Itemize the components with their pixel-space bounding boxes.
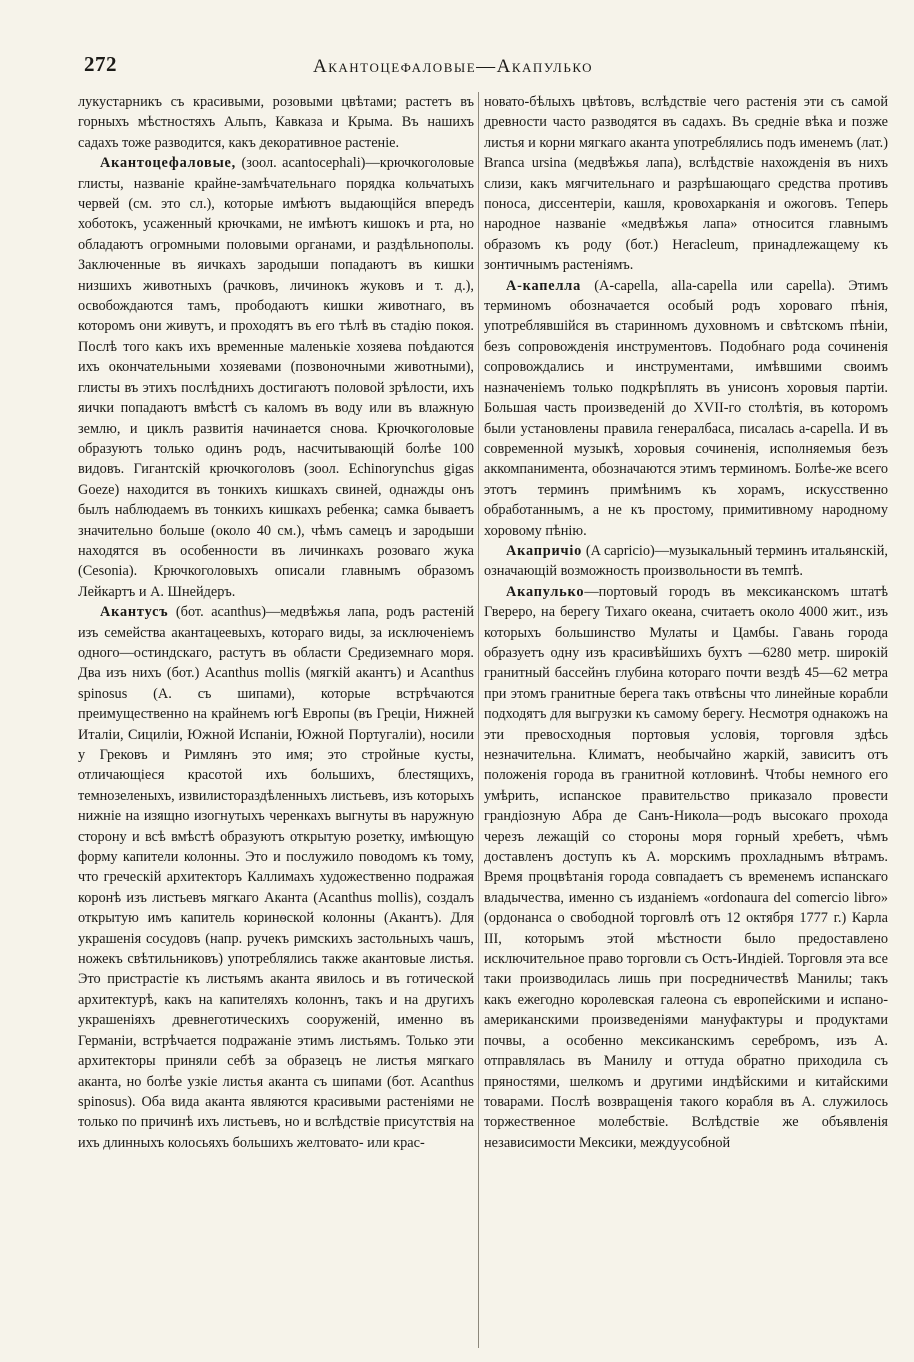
left-entry-1 [78, 153, 474, 602]
headword: Акантусъ [100, 604, 169, 621]
left-column [78, 92, 474, 1153]
right-entry-2 [484, 541, 888, 582]
paragraph-text: лукустарникъ съ красивыми, розовыми цвѣтами; растетъ въ горныхъ мѣстностяхъ Альпъ, Кавказа и Крыма. Въ нашихъ садахъ тоже разводится, какъ декоративное растеніе. [78, 94, 474, 151]
column-divider [478, 92, 479, 1348]
entry-text: (A-capella, alla-capella или capella). Этимъ терминомъ обозначается особый родъ хороваго пѣнія, употреблявшійся въ старинномъ духовномъ и свѣтскомъ пѣніи, безъ сопровожденія инструментовъ. Подобнаго рода сочиненія сопровождались и инструментами, имѣвшими своимъ назначеніемъ только подкрѣплять въ унисонъ хоровыя партіи. Большая часть произведеній до XVII-го столѣтія, въ которомъ были установлены правила генералбаса, писалась а-capella. И въ современной музыкѣ, хоровыя сочиненія, исполняемыя безъ аккомпанимента, обозначаются этимъ терминомъ. Болѣе-же всего этотъ терминъ примѣнимъ къ хорамъ, искусственно обработаннымъ, а не къ простому, примитивному народному хоровому пѣнію. [484, 277, 888, 539]
right-paragraph-0 [484, 92, 888, 276]
entry-text: (бот. acanthus)—медвѣжья лапа, родъ растеній изъ семейства акантацеевыхъ, котораго виды, за исключеніемъ одного—остиндскаго, растутъ въ области Средиземнаго моря. Два изъ нихъ (бот.) Acanthus mollis (мягкій акантъ) и Acanthus spinosus (А. съ шипами), которые встрѣчаются преимущественно на крайнемъ югѣ Европы (въ Греціи, Нижней Италіи, Сициліи, Южной Испаніи, Южной Португаліи), носили у Грековъ и Римлянъ это имя; это стройные кусты, отличающіеся красотой ихъ большихъ, блестящихъ, темнозеленыхъ, извилистораздѣленныхъ листьевъ, изъ которыхъ нижніе на изящно изогнутыхъ черенкахъ выгнуты въ наружную сторону и всѣ вмѣстѣ образуютъ открытую розетку, имѣющую форму капители колонны. Это и послужило поводомъ къ тому, что греческій архитекторъ Каллимахъ художественно подражая коронѣ изъ листьевъ мягкаго Аканта (Acanthus mollis), создалъ открытую имъ капитель коринѳской колонны (Акантъ). Для украшенія сосудовъ (напр. ручекъ римскихъ застольныхъ чашъ, ножекъ свѣтильниковъ) употреблялись также акантовые листья. Это пристрастіе къ листьямъ аканта явилось и въ готической архитектурѣ, какъ на капителяхъ колоннъ, такъ и на другихъ украшеніяхъ древнеготическихъ сооруженій, именно въ Германіи, встрѣчается подражаніе этимъ листьямъ. Только эти архитекторы приняли себѣ за образецъ не листья мягкаго аканта, но болѣе узкіе листья аканта съ шипами (бот. Acanthus spinosus). Оба вида аканта являются красивыми растеніями не только по причинѣ ихъ листьевъ, но и вслѣдствіе присутствія на ихъ длинныхъ колосьяхъ большихъ желтовато- или крас- [78, 604, 474, 1151]
headword: А-капелла [506, 277, 582, 294]
page-number: 272 [84, 52, 117, 76]
right-entry-1 [484, 276, 888, 541]
entry-text: —портовый городъ въ мексиканскомъ штатѣ Гвереро, на берегу Тихаго океана, считаетъ около 4000 жит., изъ которыхъ большинство Мулаты и Цамбы. Гавань города образуетъ одну изъ красивѣйшихъ бухтъ —6280 метр. широкій гранитный бассейнъ глубина котораго почти вездѣ 45—62 метра при этомъ гранитные берега такъ отвѣсны что линейные корабли подходятъ для выгрузки къ самому берегу. Несмотря однакожъ на эти превосходныя портовыя условія, торговля здѣсь незначительна. Климатъ, необычайно жаркій, зависитъ отъ положенія города въ гранитной котловинѣ. Чтобы немного его умѣрить, испанское правительство приказало провести грандіозную Абра де Санъ-Никола—родъ высокаго прохода черезъ лежащій со стороны моря горный хребетъ, чѣмъ доставленъ доступъ къ А. морскимъ прохладнымъ вѣтрамъ. Время процвѣтанія города совпадаетъ съ временемъ испанскаго владычества, именно съ изданіемъ «ordonaura del comercio libro» (ордонанса о свободной торговлѣ отъ 12 октября 1777 г.) Карла III, которымъ этой мѣстности было предоставлено исключительное право торговли съ Остъ-Индіей. Торговля эта все таки производилась лишь при посредничествѣ Манилы; такъ какъ ежегодно королевская галеона съ европейскими и испано-американскими произведеніями мануфактуры и продуктами почвы, а особенно мексиканскимъ серебромъ, изъ А. отправлялась въ Манилу и оттуда обратно приходила съ пряностями, шелкомъ и другими индѣйскими и китайскими товарами. Послѣ возвращенія такого корабля въ А. служилось торжественное молебствіе. Вслѣдствіе же объявленія независимости Мексики, междуусобной [484, 583, 888, 1151]
entry-text: (A capricio)—музыкальный терминъ итальянскій, означающій возможность произвольности въ темпѣ. [484, 542, 888, 580]
left-paragraph-0 [78, 92, 474, 153]
running-head: Акантоцефаловые—Акапулько [313, 56, 594, 77]
headword: Акапулько [506, 583, 585, 600]
headword: Акапричіо [506, 542, 583, 559]
entry-text: (зоол. acantocephali)—крючкоголовые глисты, названіе крайне-замѣчательнаго порядка кольчатыхъ червей (см. это сл.), которые имѣютъ выдающійся впередъ хоботокъ, усаженный крючками, не имѣютъ кишокъ и рта, но обладаютъ огромными половыми органами, и раздѣльнополы. Заключенные въ яичкахъ зародыши попадаютъ въ кишки низшихъ животныхъ (рачковъ, личинокъ жуковъ и т. д.), освобождаются тамъ, прободаютъ кишки животнаго, въ которомъ они живутъ, и проходятъ въ его тѣлѣ въ стадію покоя. Послѣ того какъ ихъ временные маленькіе хозяева поѣдаются ихъ окончательными хозяевами (позвоночными животными), глисты въ этихъ послѣднихъ достигаютъ половой зрѣлости, ихъ яички попадаютъ вмѣстѣ съ каломъ въ воду или въ влажную землю, и циклъ развитія начинается снова. Крючкоголовые образуютъ только одинъ родъ, насчитывающій болѣе 100 видовъ. Гигантскій крючкоголовъ (зоол. Echinorynchus gigas Goeze) находится въ тонкихъ кишкахъ свиней, однажды онъ былъ наблюдаемъ въ тонкихъ кишкахъ ребенка; самка бываетъ значительно больше (около 40 см.), чѣмъ самецъ и зародыши находятся въ особенности въ личинкахъ розоваго жука (Cesonia). Крючкоголовыхъ описали главнымъ образомъ Лейкартъ и А. Шнейдеръ. [78, 155, 474, 600]
right-column [484, 92, 888, 1153]
left-entry-2 [78, 602, 474, 1153]
headword: Акантоцефаловые, [100, 155, 237, 172]
right-entry-3 [484, 582, 888, 1153]
paragraph-text: новато-бѣлыхъ цвѣтовъ, вслѣдствіе чего растенія эти съ самой древности часто разводятся въ садахъ. Въ средніе вѣка и позже листья и корни мягкаго аканта употреблялись подъ именемъ (лат.) Branca ursina (медвѣжья лапа), вслѣдствіе нахожденія въ нихъ слизи, какъ мягчительнаго и разрѣшающаго средства противъ поноса, диссентеріи, кашля, кровохарканія и ожоговъ. Теперь народное названіе «медвѣжья лапа» относится главнымъ образомъ къ роду (бот.) Heracleum, принадлежащему къ зонтичнымъ растеніямъ. [484, 94, 888, 274]
